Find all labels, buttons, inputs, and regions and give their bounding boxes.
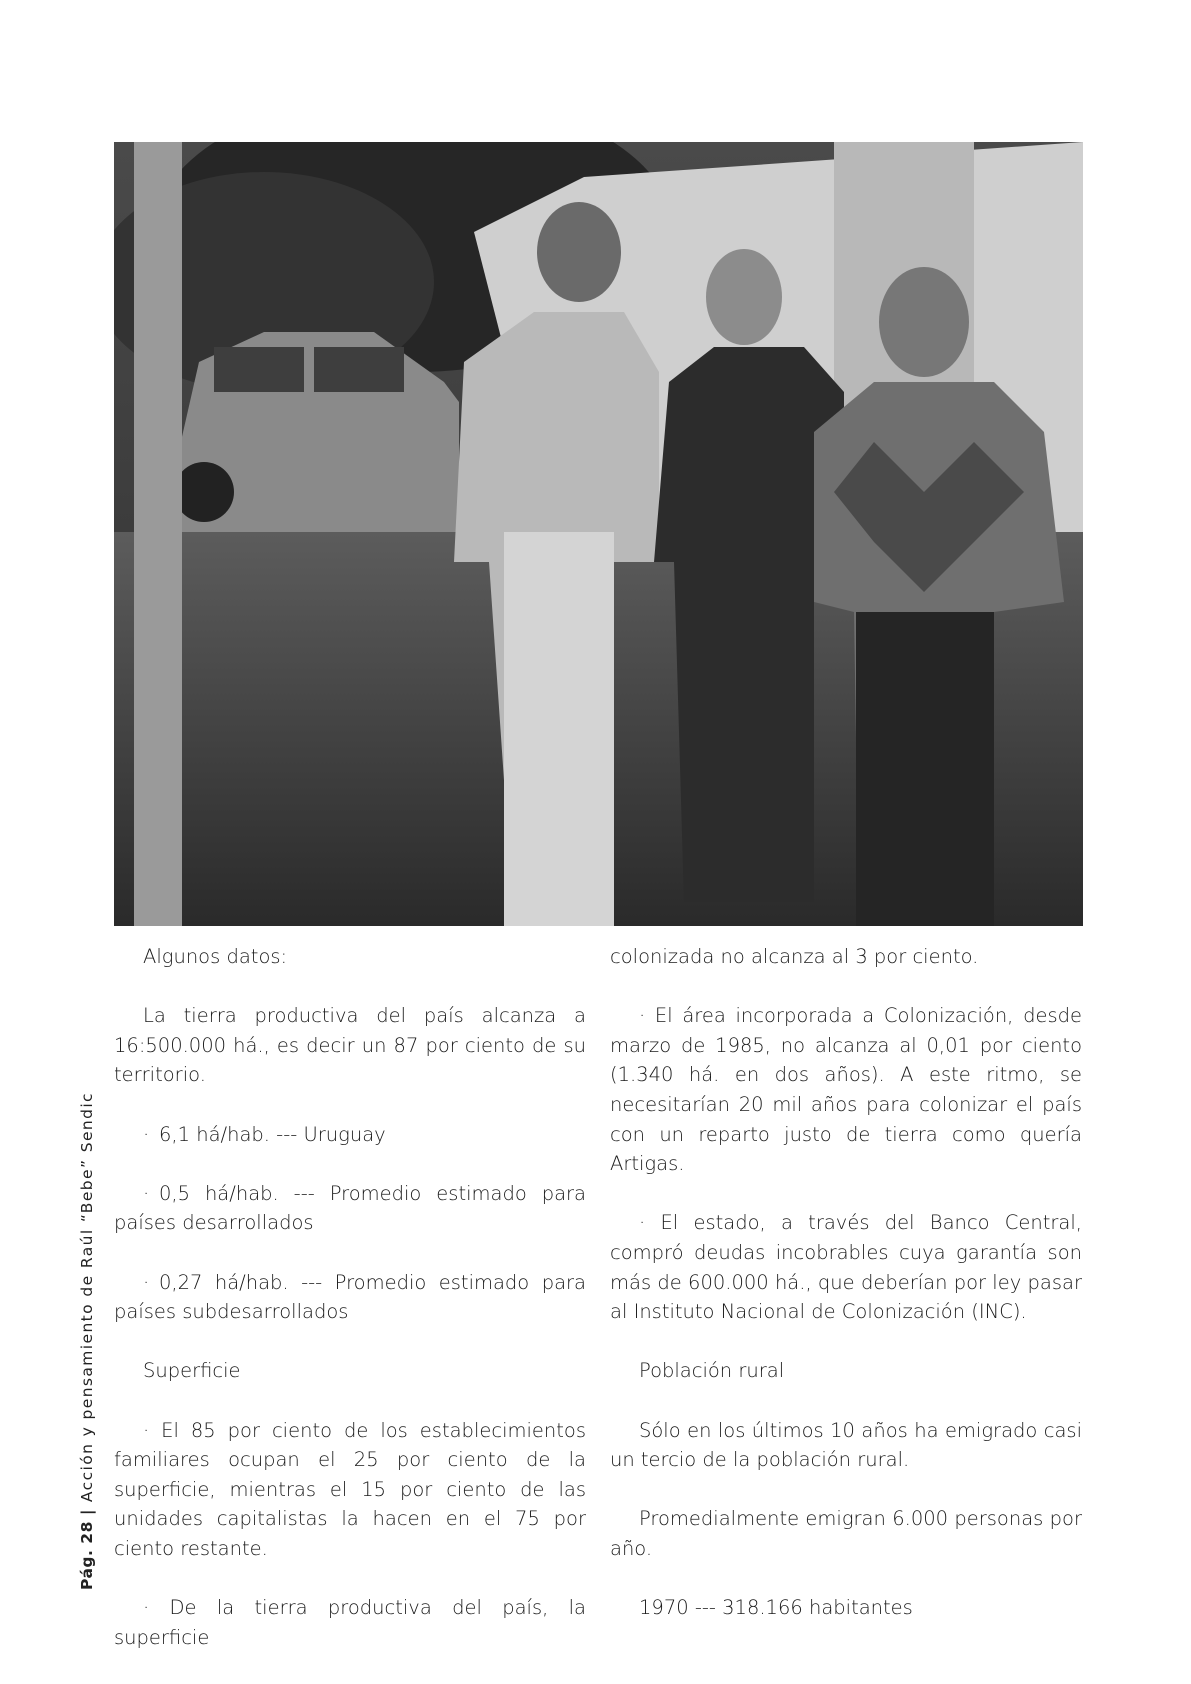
bullet-item [114, 1268, 586, 1327]
bullet-item [114, 1120, 586, 1150]
page-number: Pág. 28 [78, 1521, 96, 1590]
paragraph: · El 85 por ciento de los establecimientos familiares ocupan el 25 por ciento de la superficie, mientras el 15 por ciento de las unidades capitalistas la hacen en el 75 por ciento restante. [114, 1418, 586, 1560]
paragraph: · De la tierra productiva del país, la superficie [114, 1596, 586, 1649]
right-column [610, 942, 1082, 1652]
paragraph: La tierra productiva del país alcanza a 16:500.000 há., es decir un 87 por ciento de su territorio. [114, 1004, 586, 1087]
section-heading: Superficie [143, 1359, 241, 1383]
paragraph: colonizada no alcanza al 3 por ciento. [610, 945, 979, 968]
bullet-item [114, 1179, 586, 1238]
running-footer [78, 1092, 96, 1590]
book-title: Acción y pensamiento de Raúl “Bebe” Sendic [78, 1092, 96, 1503]
bullet-text: 6,1 há/hab. --- Uruguay [159, 1122, 386, 1146]
photograph [114, 142, 1083, 926]
paragraph: Sólo en los últimos 10 años ha emigrado casi un tercio de la población rural. [610, 1418, 1082, 1472]
bullet-marker: · [143, 1181, 150, 1205]
paragraph: · El área incorporada a Colonización, desde marzo de 1985, no alcanza al 0,01 por ciento (1.340 há. en dos años). A este ritmo, se necesitarían 20 mil años para colonizar el país con un reparto justo de tierra como quería Artigas. [610, 1004, 1082, 1176]
bullet-text: 0,5 há/hab. --- Promedio estimado para países desarrollados [114, 1181, 586, 1235]
bullet-text: 0,27 há/hab. --- Promedio estimado para países subdesarrollados [114, 1270, 586, 1324]
paragraph: 1970 --- 318.166 habitantes [639, 1596, 913, 1620]
bullet-marker: · [143, 1122, 150, 1146]
bullet-marker: · [143, 1270, 150, 1294]
left-column [114, 942, 586, 1682]
paragraph: Algunos datos: [143, 945, 288, 968]
paragraph: · El estado, a través del Banco Central, compró deudas incobrables cuya garantía son más de 600.000 há., que deberían por ley pasar al Instituto Nacional de Colonización (INC). [610, 1211, 1082, 1324]
footer-separator: | [78, 1508, 96, 1516]
paragraph: Promedialmente emigran 6.000 personas por año. [610, 1507, 1082, 1560]
section-heading: Población rural [639, 1359, 785, 1383]
